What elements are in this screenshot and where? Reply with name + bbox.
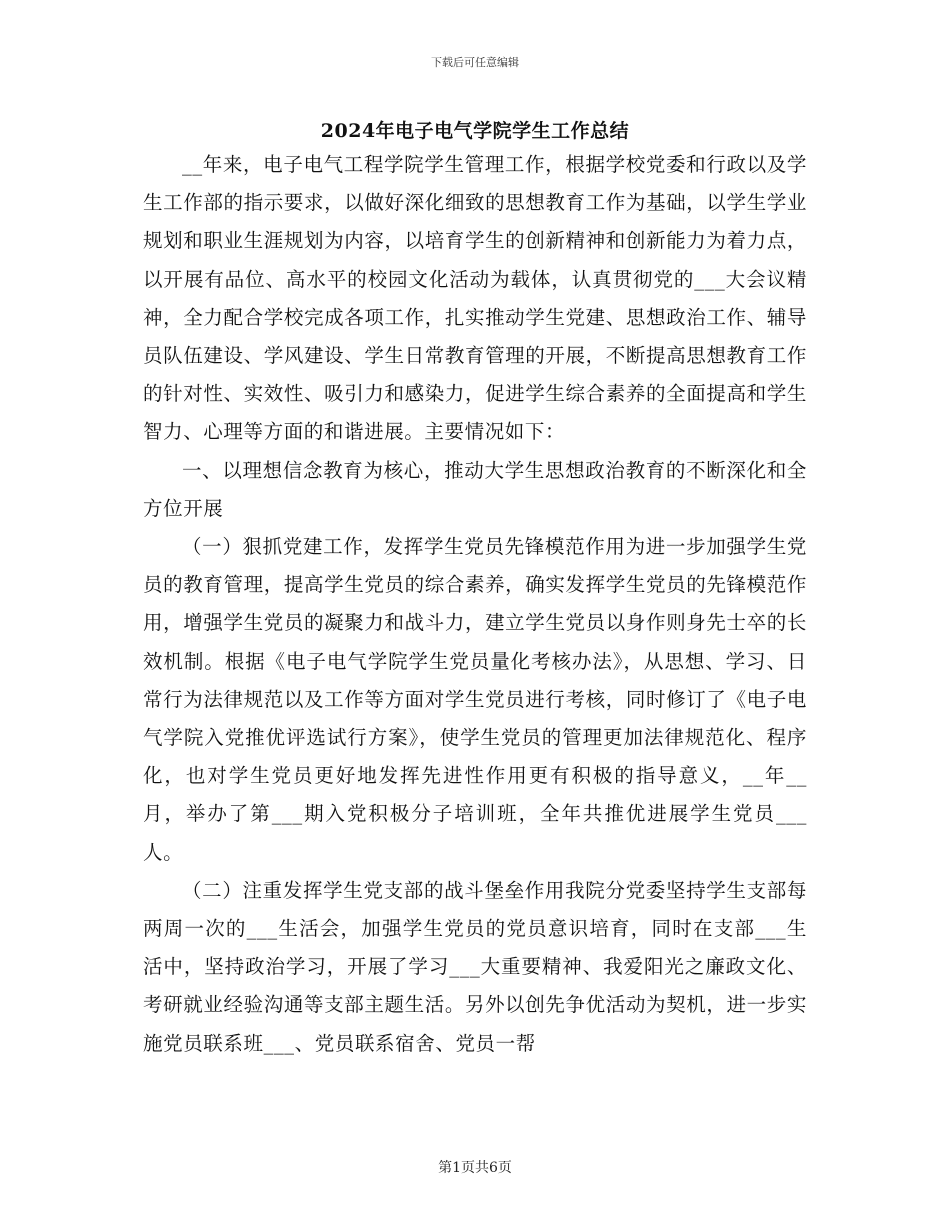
paragraph-section-1-heading: 一、以理想信念教育为核心，推动大学生思想政治教育的不断深化和全方位开展	[143, 458, 807, 520]
paragraph-party-building: （一）狠抓党建工作，发挥学生党员先锋模范作用为进一步加强学生党员的教育管理，提高学生党员的综合素养，确实发挥学生党员的先锋模范作用，增强学生党员的凝聚力和战斗力，建立学生党员以身作则身先士卒的长效机制。根据《电子电气学院学生党员量化考核办法》，从思想、学习、日常行为法律规范以及工作等方面对学生党员进行考核，同时修订了《电子电气学院入党推优评选试行方案》，使学生党员的管理更加法律规范化、程序化，也对学生党员更好地发挥先进性作用更有积极的指导意义，__年__月，举办了第___期入党积极分子培训班，全年共推优进展学生党员___人。	[143, 535, 807, 864]
paragraph-intro: __年来，电子电气工程学院学生管理工作，根据学校党委和行政以及学生工作部的指示要求，以做好深化细致的思想教育工作为基础，以学生学业规划和职业生涯规划为内容，以培育学生的创新精神和创新能力为着力点，以开展有品位、高水平的校园文化活动为载体，认真贯彻党的___大会议精神，全力配合学校完成各项工作，扎实推动学生党建、思想政治工作、辅导员队伍建设、学风建设、学生日常教育管理的开展，不断提高思想教育工作的针对性、实效性、吸引力和感染力，促进学生综合素养的全面提高和学生智力、心理等方面的和谐进展。主要情况如下：	[143, 153, 807, 444]
document-title: 2024年电子电气学院学生工作总结	[320, 120, 630, 142]
paragraph-party-branch: （二）注重发挥学生党支部的战斗堡垒作用我院分党委坚持学生支部每两周一次的___生活会，加强学生党员的党员意识培育，同时在支部___生活中，坚持政治学习，开展了学习___大重要精神、我爱阳光之廉政文化、考研就业经验沟通等支部主题生活。另外以创先争优活动为契机，进一步实施党员联系班___、党员联系宿舍、党员一帮	[143, 878, 807, 1055]
document-body	[143, 146, 807, 1063]
page-number: 第1页共6页	[438, 1160, 512, 1176]
header-note: 下载后可任意编辑	[431, 56, 519, 69]
